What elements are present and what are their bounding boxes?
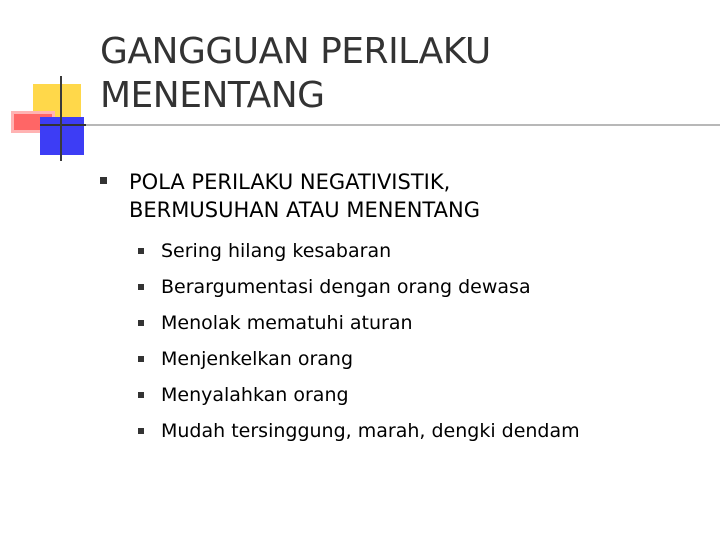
slide-title-line-1: GANGGUAN PERILAKU [100,31,491,72]
slide-title-line-2: MENENTANG [100,75,325,116]
sub-point-text: Menjenkelkan orang [161,348,354,370]
square-bullet-icon [138,392,144,398]
square-bullet-icon [138,428,144,434]
title-underline-accent [40,124,86,126]
sub-point-item [138,233,580,269]
main-point-text [129,168,480,224]
sub-point-text: Menolak mematuhi aturan [161,312,413,334]
square-bullet-icon [138,320,144,326]
square-bullet-icon [100,177,107,184]
sub-point-text: Berargumentasi dengan orang dewasa [161,276,531,298]
sub-point-text: Mudah tersinggung, marah, dengki dendam [161,420,580,442]
main-point-line-2: BERMUSUHAN ATAU MENENTANG [129,198,480,222]
sub-point-item [138,305,580,341]
sub-point-item [138,269,580,305]
sub-point-item [138,341,580,377]
decor-vertical-line [60,76,62,161]
square-bullet-icon [138,248,144,254]
main-point-line-1: POLA PERILAKU NEGATIVISTIK, [129,170,451,194]
sub-point-text: Sering hilang kesabaran [161,240,392,262]
decor-blue-square [40,117,84,155]
square-bullet-icon [138,284,144,290]
square-bullet-icon [138,356,144,362]
slide-title [100,30,491,118]
sub-point-text: Menyalahkan orang [161,384,349,406]
sub-point-item [138,377,580,413]
sub-point-item [138,413,580,449]
sub-point-list [138,233,580,449]
main-point [100,168,480,224]
title-underline [40,124,720,126]
